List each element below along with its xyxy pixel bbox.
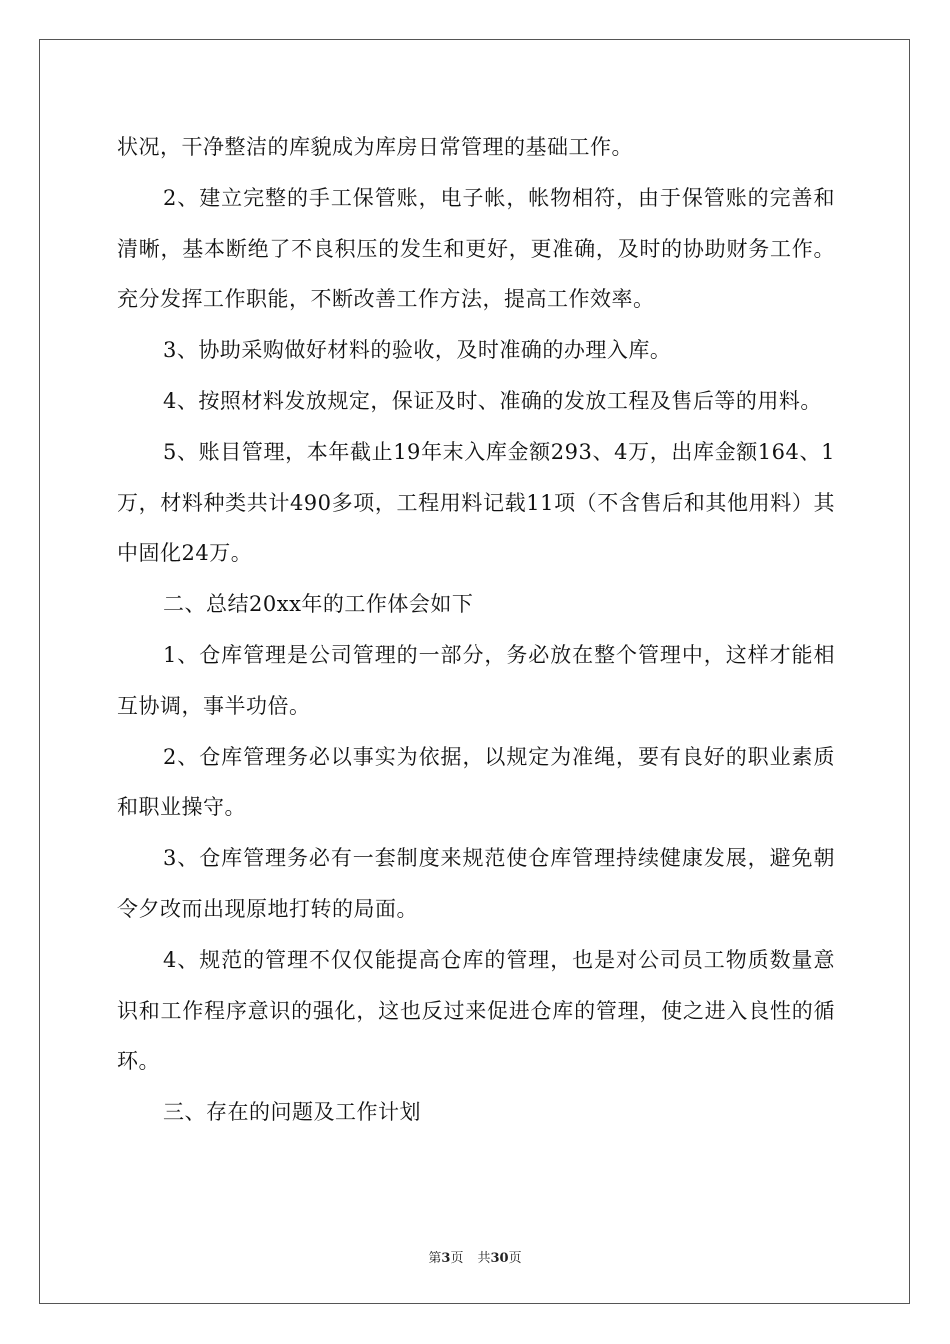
paragraph-0: 状况，干净整洁的库貌成为库房日常管理的基础工作。 [117,135,633,159]
paragraph-6: 1、仓库管理是公司管理的一部分，务必放在整个管理中，这样才能相互协调，事半功倍。 [117,642,835,718]
section-heading-2: 二、总结20xx年的工作体会如下 [163,592,474,617]
paragraph-3: 4、按照材料发放规定，保证及时、准确的发放工程及售后等的用料。 [163,388,822,413]
page-suffix: 页 [450,1251,464,1266]
page-prefix: 第 [428,1251,442,1266]
section-heading-3: 三、存在的问题及工作计划 [163,1100,421,1125]
paragraph-4: 5、账目管理，本年截止19年末入库金额293、4万，出库金额164、1万，材料种类共计490多项，工程用料记载11项（不含售后和其他用料）其中固化24万。 [117,439,835,566]
total-pages: 30 [490,1251,509,1266]
total-suffix: 页 [508,1251,522,1266]
page-footer [0,1247,950,1266]
paragraph-1: 2、建立完整的手工保管账，电子帐，帐物相符，由于保管账的完善和清晰，基本断绝了不良积压的发生和更好，更准确，及时的协助财务工作。充分发挥工作职能，不断改善工作方法，提高工作效率。 [117,185,835,312]
paragraph-8: 3、仓库管理务必有一套制度来规范使仓库管理持续健康发展，避免朝令夕改而出现原地打转的局面。 [117,846,835,921]
paragraph-2: 3、协助采购做好材料的验收，及时准确的办理入库。 [163,338,672,363]
paragraph-7: 2、仓库管理务必以事实为依据，以规定为准绳，要有良好的职业素质和职业操守。 [117,744,835,820]
paragraph-9: 4、规范的管理不仅仅能提高仓库的管理，也是对公司员工物质数量意识和工作程序意识的强化，这也反过来促进仓库的管理，使之进入良性的循环。 [117,947,835,1074]
total-prefix: 共 [477,1251,491,1266]
document-body [117,122,835,1138]
page-number: 3 [441,1251,451,1266]
